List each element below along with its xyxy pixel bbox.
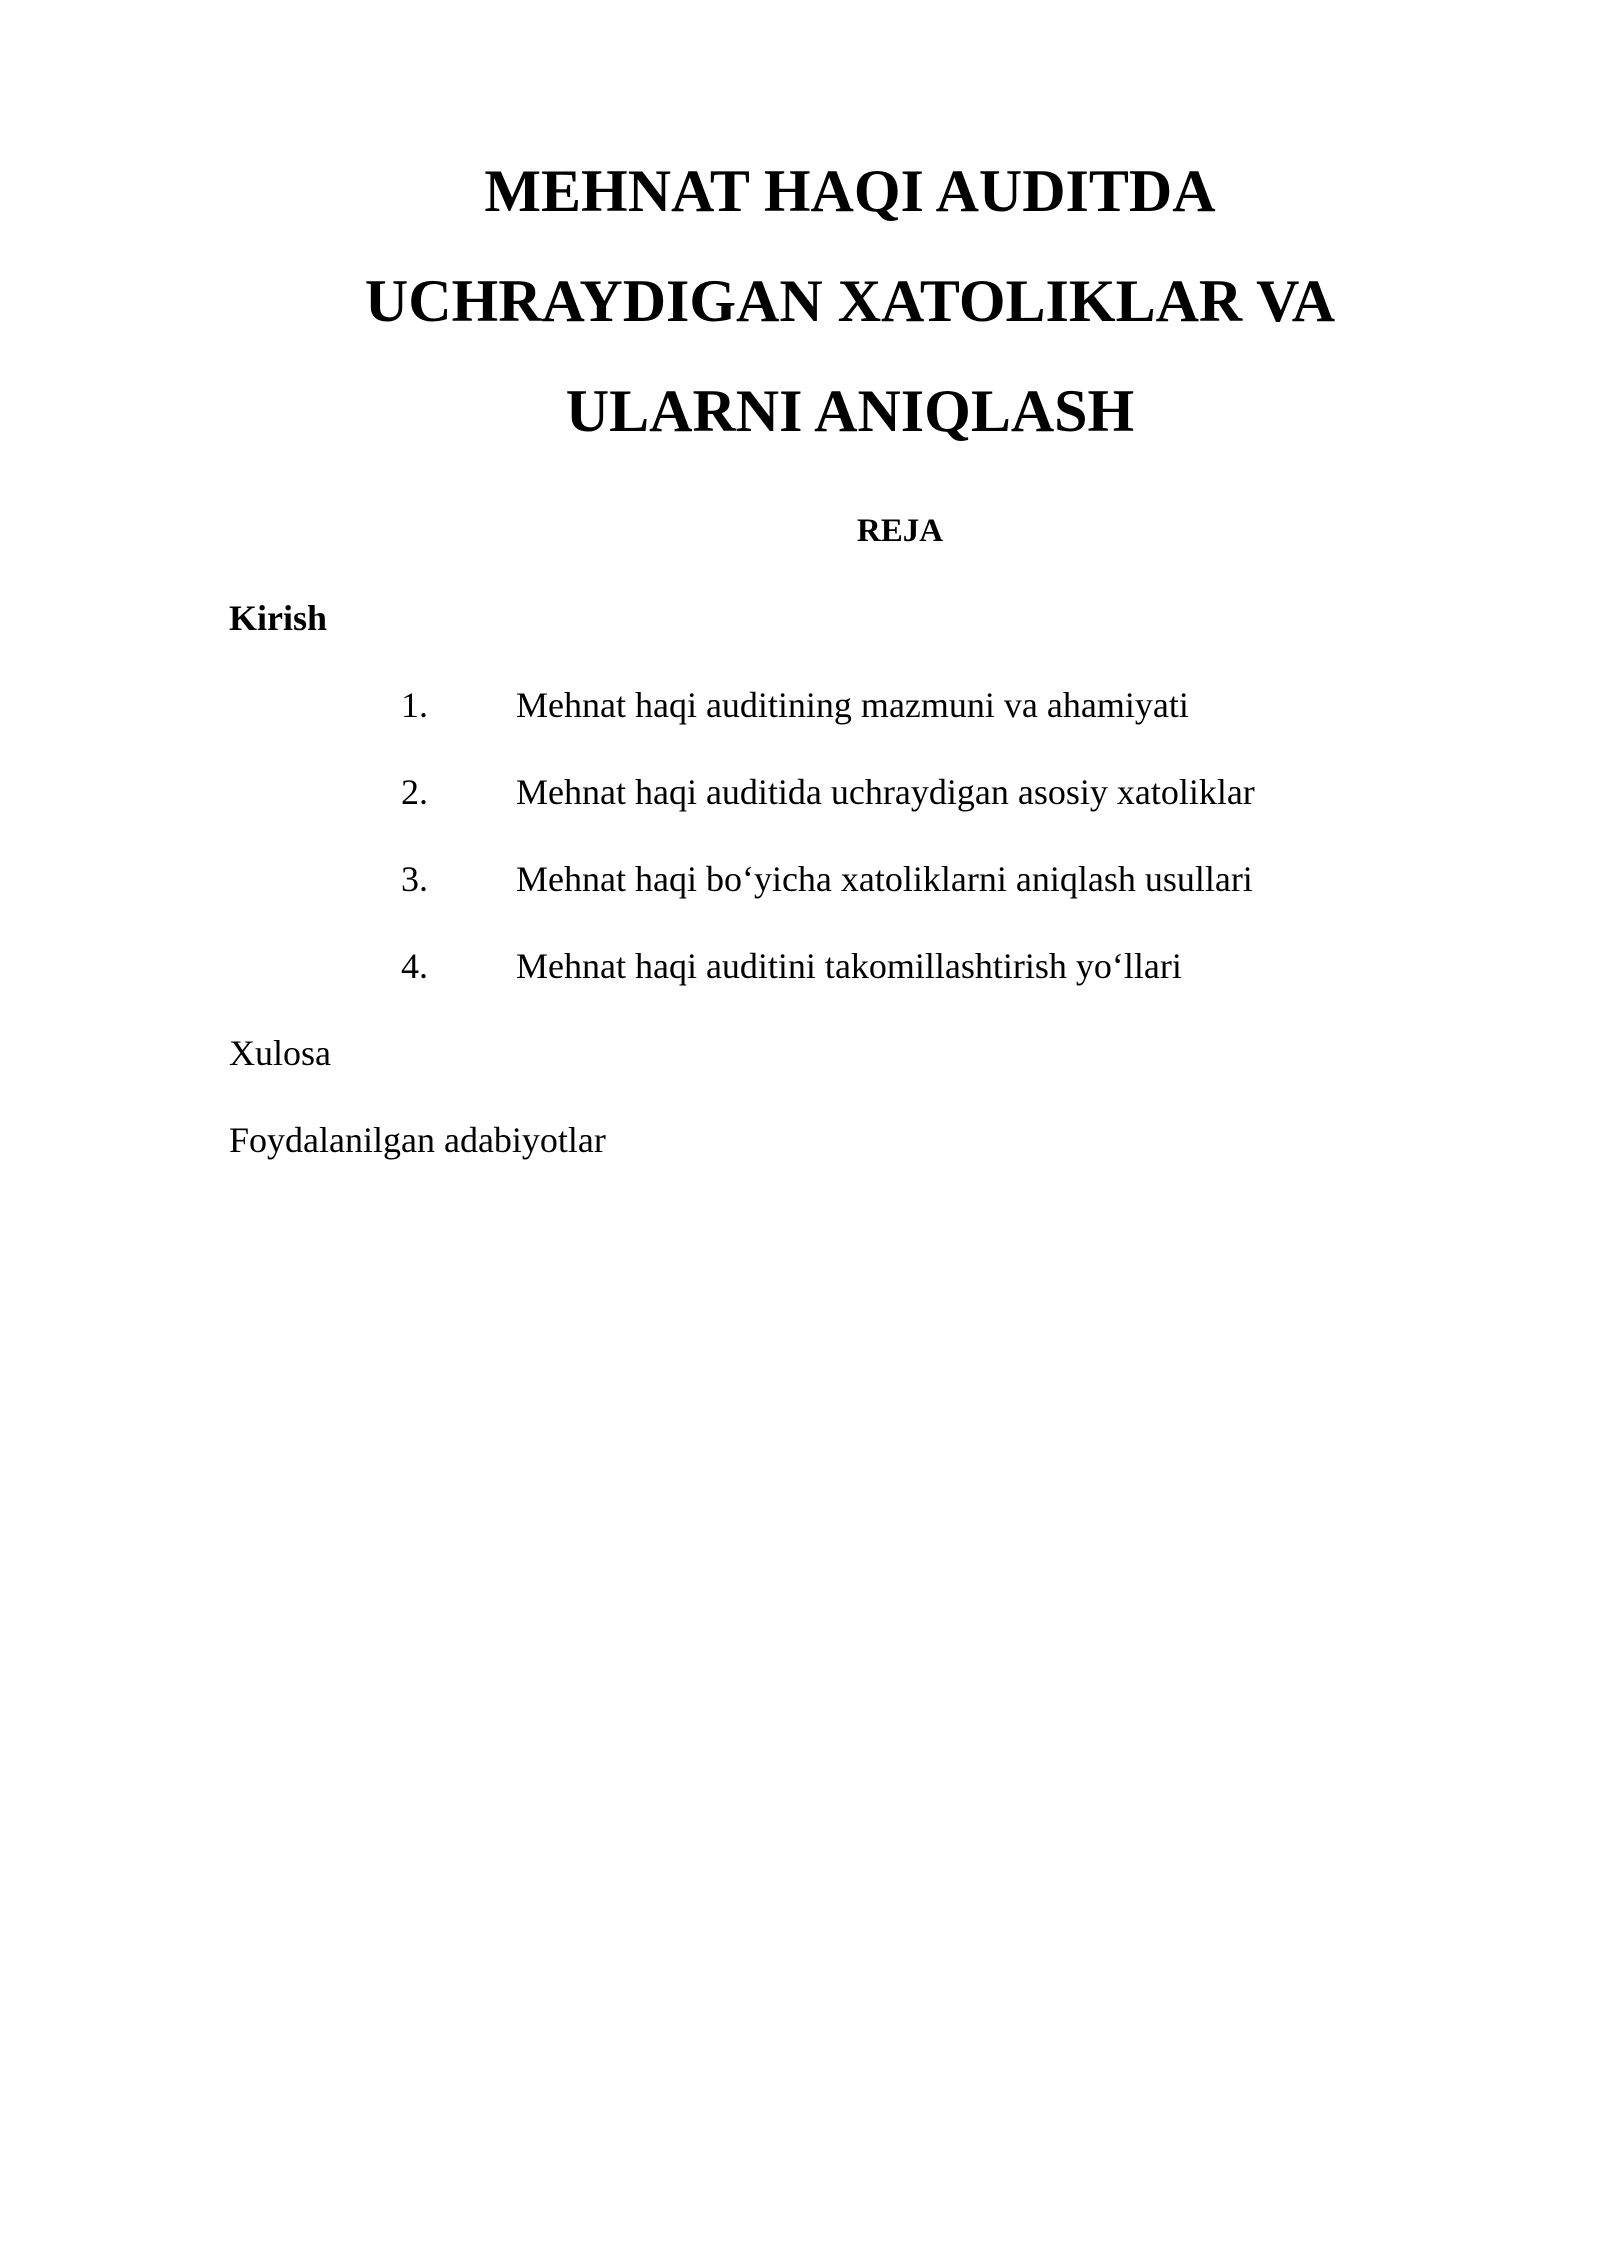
title-line-2: UCHRAYDIGAN XATOLIKLAR VA — [364, 268, 1336, 334]
plan-item-number: 1. — [401, 685, 428, 725]
plan-item-text: Mehnat haqi auditining mazmuni va ahamiyati — [516, 685, 1189, 725]
plan-item-number: 4. — [401, 946, 428, 986]
references-heading: Foydalanilgan adabiyotlar — [229, 1120, 606, 1160]
plan-item-text: Mehnat haqi auditini takomillashtirish yo‘llari — [516, 946, 1182, 986]
plan-heading: REJA — [856, 513, 944, 549]
title-line-1: MEHNAT HAQI AUDITDA — [484, 158, 1216, 224]
plan-item-text: Mehnat haqi bo‘yicha xatoliklarni aniqlash usullari — [516, 859, 1253, 899]
title-line-3: ULARNI ANIQLASH — [565, 378, 1135, 444]
plan-item-text: Mehnat haqi auditida uchraydigan asosiy xatoliklar — [516, 772, 1255, 812]
plan-item-number: 2. — [401, 772, 428, 812]
plan-item-number: 3. — [401, 859, 428, 899]
document-title — [300, 136, 1400, 466]
conclusion-heading: Xulosa — [229, 1033, 331, 1073]
intro-heading: Kirish — [229, 598, 328, 638]
